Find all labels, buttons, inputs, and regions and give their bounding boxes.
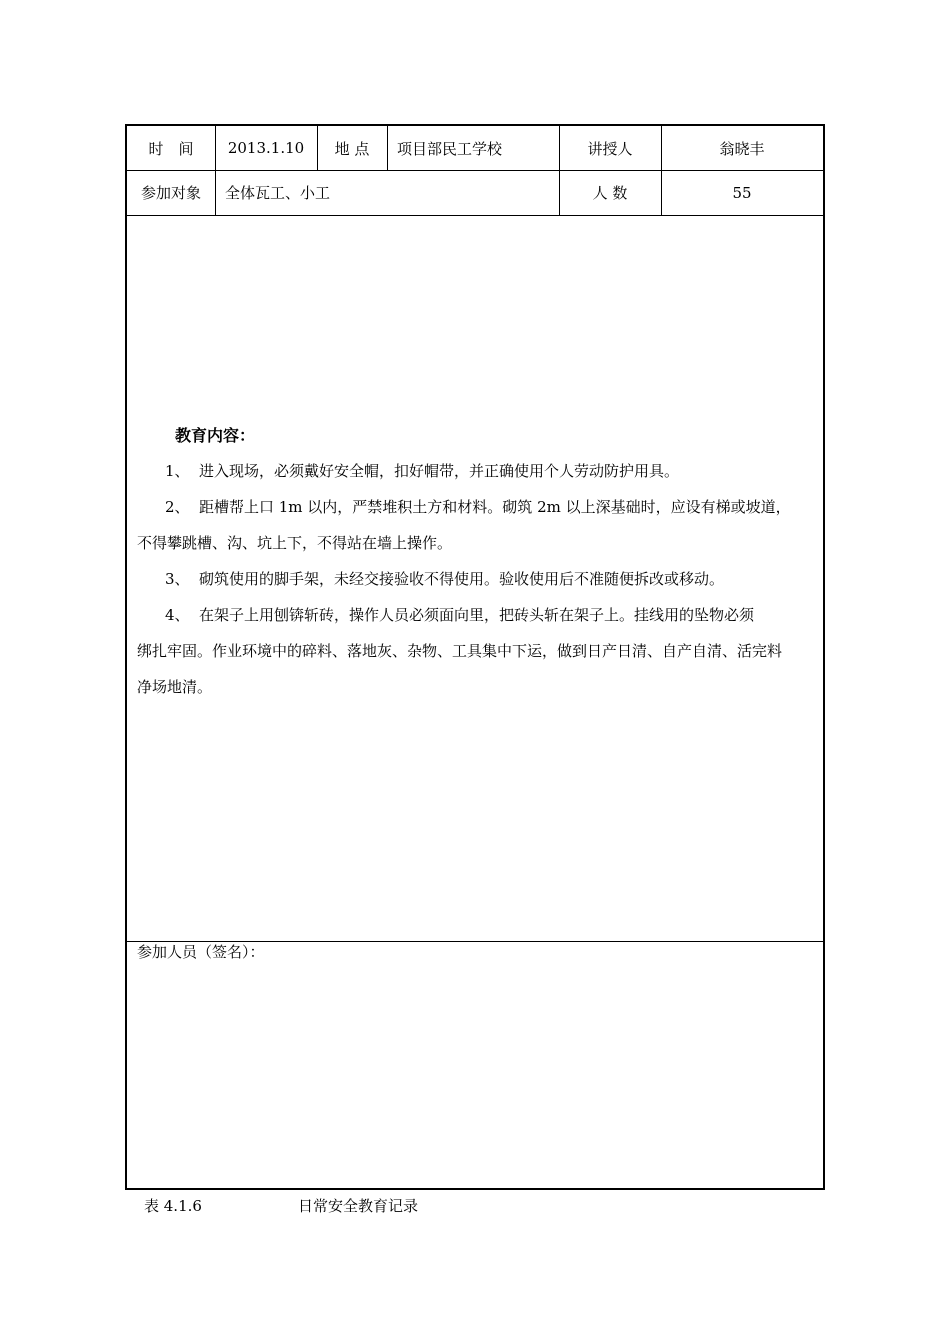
item-text: 不得攀跳槽、沟、坑上下，不得站在墙上操作。 <box>137 534 453 552</box>
content-title: 教育内容： <box>175 426 256 445</box>
list-item <box>137 453 817 489</box>
item-number: 2、 <box>165 498 190 516</box>
list-item <box>137 489 817 561</box>
participants-label: 参加对象 <box>140 184 201 202</box>
item-text: 进入现场，必须戴好安全帽，扣好帽带，并正确使用个人劳动防护用具。 <box>199 462 680 480</box>
item-text: 砌筑使用的脚手架，未经交接验收不得使用。验收使用后不准随便拆改或移动。 <box>199 570 725 588</box>
place-label: 地 点 <box>334 139 370 158</box>
item-text: 在架子上用刨锛斩砖，操作人员必须面向里，把砖头斩在架子上。挂线用的坠物必须 <box>199 606 755 624</box>
lecturer-label: 讲授人 <box>587 139 633 158</box>
item-number: 3、 <box>165 570 190 588</box>
time-label: 时 间 <box>148 139 194 158</box>
item-number: 1、 <box>165 462 190 480</box>
lecturer-value: 翁晓丰 <box>719 139 765 158</box>
list-item <box>137 597 817 705</box>
item-number: 4、 <box>165 606 190 624</box>
item-text: 距槽帮上口 1m 以内，严禁堆积土方和材料。砌筑 2m 以上深基础时，应设有梯或坡道， <box>199 498 791 516</box>
safety-education-record-table <box>125 124 825 1190</box>
list-item <box>137 561 817 597</box>
count-value: 55 <box>732 183 752 202</box>
item-text: 绑扎牢固。作业环境中的碎料、落地灰、杂物、工具集中下运，做到日产日清、自产自清、活完料 <box>137 642 783 660</box>
signature-label: 参加人员（签名）： <box>137 943 265 961</box>
place-value: 项目部民工学校 <box>397 139 503 158</box>
time-value: 2013.1.10 <box>227 139 305 157</box>
row-divider <box>127 215 823 216</box>
table-number: 表 4.1.6 <box>144 1197 202 1215</box>
participants-value: 全体瓦工、小工 <box>225 184 331 202</box>
count-label: 人 数 <box>592 184 628 202</box>
table-title: 日常安全教育记录 <box>298 1197 419 1215</box>
item-text: 净场地清。 <box>137 678 213 696</box>
